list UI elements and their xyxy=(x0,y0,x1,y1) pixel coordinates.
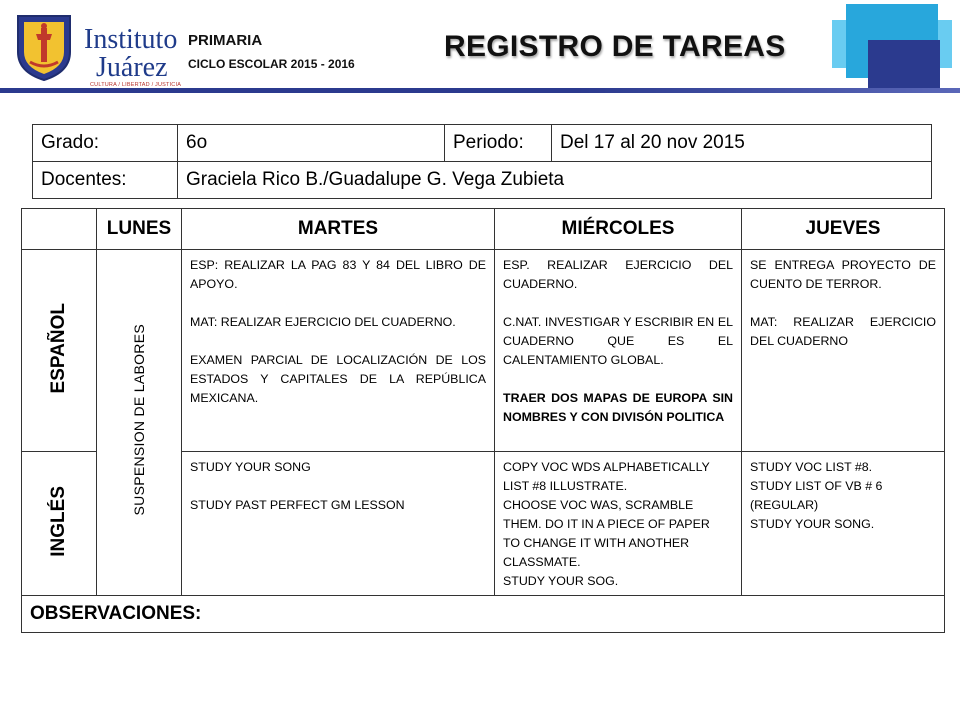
task-text: (REGULAR) xyxy=(750,498,819,512)
ingles-martes-cell xyxy=(182,452,495,596)
school-cycle: CICLO ESCOLAR 2015 - 2016 xyxy=(188,57,355,71)
decor-square-dark xyxy=(868,40,940,90)
subject-label-ingles xyxy=(22,452,97,596)
table-row-espanol xyxy=(22,250,945,452)
monday-note: SUSPENSION DE LABORES xyxy=(131,324,147,516)
day-header-martes: MARTES xyxy=(182,209,495,250)
task-text: ESP: REALIZAR LA PAG 83 Y 84 DEL LIBRO DE APOYO. xyxy=(190,258,486,291)
ingles-jueves-cell xyxy=(742,452,945,596)
task-text: C.NAT. INVESTIGAR Y ESCRIBIR EN EL CUADERNO QUE ES EL CALENTAMIENTO GLOBAL. xyxy=(503,315,733,367)
task-text: STUDY YOUR SONG. xyxy=(750,517,875,531)
espanol-martes-cell xyxy=(182,250,495,452)
task-text: MAT: REALIZAR EJERCICIO DEL CUADERNO. xyxy=(190,315,456,329)
logo-text-line1: Instituto xyxy=(84,24,178,55)
monday-cell xyxy=(97,250,182,596)
espanol-miercoles-cell xyxy=(495,250,742,452)
task-text: TO CHANGE IT WITH ANOTHER xyxy=(503,536,690,550)
task-text: STUDY VOC LIST #8. xyxy=(750,460,873,474)
task-text: STUDY YOUR SOG. xyxy=(503,574,619,588)
task-text: STUDY YOUR SONG xyxy=(190,460,311,474)
docentes-value: Graciela Rico B./Guadalupe G. Vega Zubieta xyxy=(178,162,932,199)
task-text-bold: TRAER DOS MAPAS DE EUROPA SIN NOMBRES Y CON DIVISÓN POLITICA xyxy=(503,391,733,424)
logo-text-line2: Juárez xyxy=(96,52,168,83)
observaciones-row xyxy=(22,596,945,633)
school-logo xyxy=(14,12,184,88)
day-header-lunes: LUNES xyxy=(97,209,182,250)
task-text: STUDY PAST PERFECT GM LESSON xyxy=(190,498,405,512)
header-divider xyxy=(0,88,960,93)
logo-tagline: CULTURA / LIBERTAD / JUSTICIA xyxy=(90,82,182,88)
task-text: EXAMEN PARCIAL DE LOCALIZACIÓN DE LOS ESTADOS Y CAPITALES DE LA REPÚBLICA MEXICANA. xyxy=(190,353,486,405)
homework-table xyxy=(21,208,945,633)
shield-icon xyxy=(14,12,74,82)
info-table xyxy=(32,124,932,199)
day-header-jueves: JUEVES xyxy=(742,209,945,250)
docentes-label: Docentes: xyxy=(33,162,178,199)
task-text: MAT: REALIZAR EJERCICIO DEL CUADERNO xyxy=(750,315,936,348)
task-text: SE ENTREGA PROYECTO DE CUENTO DE TERROR. xyxy=(750,258,936,291)
task-text: THEM. DO IT IN A PIECE OF PAPER xyxy=(503,517,710,531)
observaciones-label: OBSERVACIONES: xyxy=(22,596,945,633)
espanol-jueves-cell xyxy=(742,250,945,452)
subject-label-espanol xyxy=(22,250,97,452)
periodo-label: Periodo: xyxy=(445,125,552,162)
ingles-miercoles-cell xyxy=(495,452,742,596)
grado-label: Grado: xyxy=(33,125,178,162)
subject-espanol-text: ESPAÑOL xyxy=(48,302,69,394)
school-level: PRIMARIA xyxy=(188,32,263,49)
task-text: LIST #8 ILLUSTRATE. xyxy=(503,479,628,493)
task-text: CLASSMATE. xyxy=(503,555,581,569)
task-text: STUDY LIST OF VB # 6 xyxy=(750,479,883,493)
info-row-grado xyxy=(33,125,932,162)
subject-ingles-text: INGLÉS xyxy=(48,485,69,557)
grado-value: 6o xyxy=(178,125,445,162)
day-header-miercoles: MIÉRCOLES xyxy=(495,209,742,250)
task-text: ESP. REALIZAR EJERCICIO DEL CUADERNO. xyxy=(503,258,733,291)
days-header-row xyxy=(22,209,945,250)
task-text: CHOOSE VOC WAS, SCRAMBLE xyxy=(503,498,694,512)
info-row-docentes xyxy=(33,162,932,199)
page-title: REGISTRO DE TAREAS xyxy=(444,30,786,63)
periodo-value: Del 17 al 20 nov 2015 xyxy=(552,125,932,162)
task-text: COPY VOC WDS ALPHABETICALLY xyxy=(503,460,710,474)
corner-cell xyxy=(22,209,97,250)
